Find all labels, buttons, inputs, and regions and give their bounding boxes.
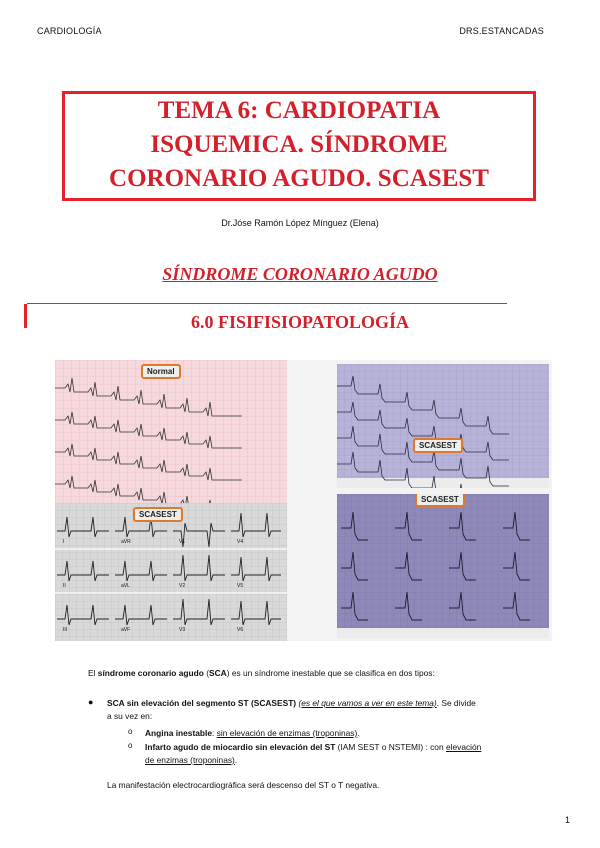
heading-rule <box>27 303 507 304</box>
ecg-figure <box>55 360 552 641</box>
lead-label-V5: V5 <box>237 583 244 589</box>
running-header-right: DRS.ESTANCADAS <box>459 26 544 36</box>
lead-label-V2: V2 <box>179 583 186 589</box>
lead-label-I: I <box>63 539 65 545</box>
subsection-heading: 6.0 FISIFISIOPATOLOGÍA <box>190 312 410 332</box>
section-heading: SÍNDROME CORONARIO AGUDO <box>162 264 438 284</box>
lead-label-aVL: aVL <box>121 583 130 589</box>
ecg-scasest-panel-left <box>55 503 287 641</box>
ecg-scasest-right-top-trace <box>337 364 549 488</box>
sub-bullet-circle-icon: o <box>128 741 133 750</box>
author-line: Dr.Jóse Ramón López Mínguez (Elena) <box>221 218 379 228</box>
lead-label-V3: V3 <box>179 627 186 633</box>
bullet-scasest: SCA sin elevación del segmento ST (SCASEST) (es el que vamos a ver en este tema). Se divide a su vez en: <box>107 698 476 721</box>
title-line-3: CORONARIO AGUDO. SCASEST <box>109 165 489 192</box>
intro-paragraph: El síndrome coronario agudo (SCA) es un síndrome inestable que se clasifica en dos tipos: <box>88 668 435 678</box>
title-line-1: TEMA 6: CARDIOPATIA <box>157 97 441 124</box>
sub-item-angina: Angina inestable: sin elevación de enzimas (troponinas). <box>145 728 360 738</box>
lead-label-V4: V4 <box>237 539 244 545</box>
lead-label-aVF: aVF <box>121 627 131 633</box>
tag-scasest-right-top: SCASEST <box>413 438 463 453</box>
ecg-scasest-right-bottom-trace <box>337 494 549 638</box>
ecg-normal-panel <box>55 360 287 503</box>
lead-label-III: III <box>63 627 68 633</box>
page-number: 1 <box>564 815 570 825</box>
tag-scasest-left: SCASEST <box>133 507 183 522</box>
lead-label-II: II <box>63 583 66 589</box>
title-box <box>62 91 536 201</box>
lead-label-aVR: aVR <box>121 539 131 545</box>
ecg-scasest-panel-right-top <box>337 364 549 488</box>
ecg-scasest-panel-right-bottom <box>337 494 549 638</box>
tag-normal: Normal <box>141 364 181 379</box>
ecg-scasest-left-trace <box>55 503 287 641</box>
bullet-dot-icon: ● <box>88 697 94 707</box>
ecg-normal-trace <box>55 360 287 503</box>
lead-label-V6: V6 <box>237 627 244 633</box>
sub-bullet-circle-icon: o <box>128 727 133 736</box>
closing-paragraph: La manifestación electrocardiográfica será descenso del ST o T negativa. <box>107 780 380 790</box>
lead-label-V1: V1 <box>179 539 186 545</box>
title-line-2: ISQUEMICA. SÍNDROME <box>150 131 448 158</box>
tag-scasest-right-bottom: SCASEST <box>415 494 465 507</box>
running-header-left: CARDIOLOGÍA <box>37 26 102 36</box>
sub-item-iam: Infarto agudo de miocardio sin elevación del ST (IAM SEST o NSTEMI) : con elevación de enzimas (troponinas). <box>145 742 482 765</box>
